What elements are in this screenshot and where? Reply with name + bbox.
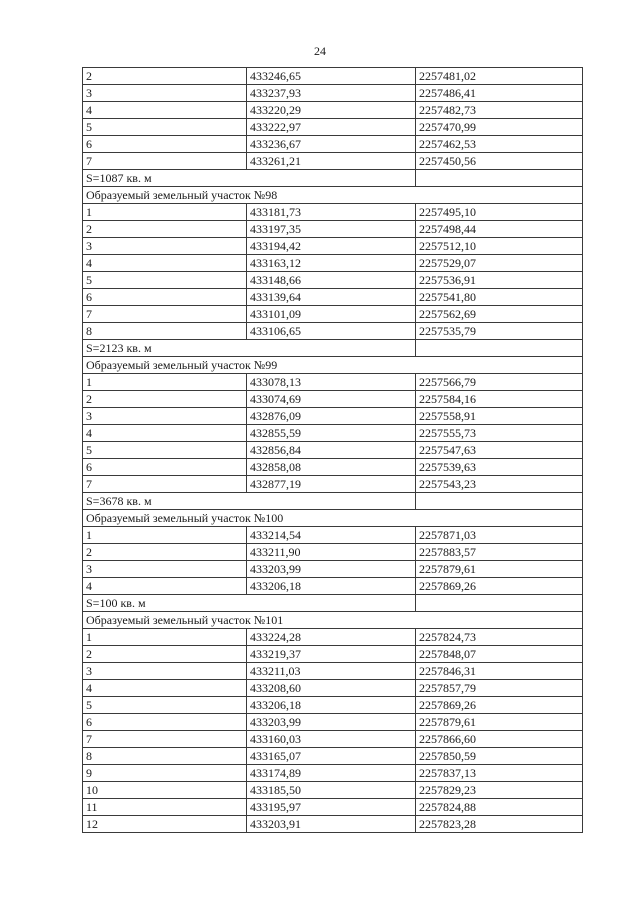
y-coordinate-cell: 2257512,10 bbox=[416, 238, 583, 255]
area-row bbox=[83, 493, 583, 510]
point-number-cell: 1 bbox=[83, 527, 247, 544]
point-number-cell: 2 bbox=[83, 544, 247, 561]
area-row bbox=[83, 170, 583, 187]
point-number-cell: 7 bbox=[83, 731, 247, 748]
x-coordinate-cell: 433261,21 bbox=[247, 153, 416, 170]
x-coordinate-cell: 433203,99 bbox=[247, 714, 416, 731]
parcel-header-cell: Образуемый земельный участок №100 bbox=[83, 510, 583, 527]
point-row bbox=[83, 391, 583, 408]
empty-cell bbox=[416, 493, 583, 510]
x-coordinate-cell: 433236,67 bbox=[247, 136, 416, 153]
x-coordinate-cell: 433160,03 bbox=[247, 731, 416, 748]
y-coordinate-cell: 2257495,10 bbox=[416, 204, 583, 221]
x-coordinate-cell: 433106,65 bbox=[247, 323, 416, 340]
area-cell: S=3678 кв. м bbox=[83, 493, 416, 510]
point-number-cell: 9 bbox=[83, 765, 247, 782]
point-row bbox=[83, 476, 583, 493]
page-number: 24 bbox=[314, 44, 326, 58]
point-number-cell: 10 bbox=[83, 782, 247, 799]
point-row bbox=[83, 680, 583, 697]
y-coordinate-cell: 2257498,44 bbox=[416, 221, 583, 238]
y-coordinate-cell: 2257558,91 bbox=[416, 408, 583, 425]
y-coordinate-cell: 2257529,07 bbox=[416, 255, 583, 272]
x-coordinate-cell: 432877,19 bbox=[247, 476, 416, 493]
point-row bbox=[83, 425, 583, 442]
x-coordinate-cell: 433101,09 bbox=[247, 306, 416, 323]
point-number-cell: 8 bbox=[83, 323, 247, 340]
x-coordinate-cell: 433237,93 bbox=[247, 85, 416, 102]
point-row bbox=[83, 442, 583, 459]
point-row bbox=[83, 663, 583, 680]
point-row bbox=[83, 799, 583, 816]
y-coordinate-cell: 2257866,60 bbox=[416, 731, 583, 748]
y-coordinate-cell: 2257883,57 bbox=[416, 544, 583, 561]
area-row bbox=[83, 340, 583, 357]
area-cell: S=1087 кв. м bbox=[83, 170, 416, 187]
point-number-cell: 2 bbox=[83, 646, 247, 663]
y-coordinate-cell: 2257879,61 bbox=[416, 714, 583, 731]
y-coordinate-cell: 2257482,73 bbox=[416, 102, 583, 119]
point-row bbox=[83, 816, 583, 833]
x-coordinate-cell: 433181,73 bbox=[247, 204, 416, 221]
y-coordinate-cell: 2257823,28 bbox=[416, 816, 583, 833]
x-coordinate-cell: 433224,28 bbox=[247, 629, 416, 646]
y-coordinate-cell: 2257470,99 bbox=[416, 119, 583, 136]
x-coordinate-cell: 433208,60 bbox=[247, 680, 416, 697]
y-coordinate-cell: 2257450,56 bbox=[416, 153, 583, 170]
point-row bbox=[83, 221, 583, 238]
x-coordinate-cell: 433078,13 bbox=[247, 374, 416, 391]
point-number-cell: 1 bbox=[83, 629, 247, 646]
area-row bbox=[83, 595, 583, 612]
x-coordinate-cell: 433197,35 bbox=[247, 221, 416, 238]
x-coordinate-cell: 433185,50 bbox=[247, 782, 416, 799]
parcel-header-cell: Образуемый земельный участок №101 bbox=[83, 612, 583, 629]
point-row bbox=[83, 765, 583, 782]
point-number-cell: 7 bbox=[83, 153, 247, 170]
y-coordinate-cell: 2257555,73 bbox=[416, 425, 583, 442]
parcel-header-row bbox=[83, 510, 583, 527]
point-number-cell: 2 bbox=[83, 221, 247, 238]
y-coordinate-cell: 2257869,26 bbox=[416, 697, 583, 714]
y-coordinate-cell: 2257547,63 bbox=[416, 442, 583, 459]
x-coordinate-cell: 433211,03 bbox=[247, 663, 416, 680]
point-number-cell: 3 bbox=[83, 561, 247, 578]
x-coordinate-cell: 433165,07 bbox=[247, 748, 416, 765]
coordinates-table bbox=[82, 67, 583, 833]
x-coordinate-cell: 433211,90 bbox=[247, 544, 416, 561]
point-row bbox=[83, 102, 583, 119]
point-row bbox=[83, 646, 583, 663]
x-coordinate-cell: 433139,64 bbox=[247, 289, 416, 306]
point-number-cell: 4 bbox=[83, 425, 247, 442]
point-row bbox=[83, 238, 583, 255]
y-coordinate-cell: 2257837,13 bbox=[416, 765, 583, 782]
x-coordinate-cell: 433194,42 bbox=[247, 238, 416, 255]
x-coordinate-cell: 433174,89 bbox=[247, 765, 416, 782]
point-row bbox=[83, 544, 583, 561]
point-number-cell: 2 bbox=[83, 391, 247, 408]
parcel-header-cell: Образуемый земельный участок №99 bbox=[83, 357, 583, 374]
y-coordinate-cell: 2257871,03 bbox=[416, 527, 583, 544]
point-row bbox=[83, 561, 583, 578]
point-row bbox=[83, 782, 583, 799]
y-coordinate-cell: 2257536,91 bbox=[416, 272, 583, 289]
point-row bbox=[83, 255, 583, 272]
point-row bbox=[83, 527, 583, 544]
point-number-cell: 6 bbox=[83, 136, 247, 153]
point-row bbox=[83, 306, 583, 323]
point-number-cell: 1 bbox=[83, 374, 247, 391]
y-coordinate-cell: 2257481,02 bbox=[416, 68, 583, 85]
parcel-header-row bbox=[83, 187, 583, 204]
y-coordinate-cell: 2257462,53 bbox=[416, 136, 583, 153]
point-number-cell: 6 bbox=[83, 714, 247, 731]
y-coordinate-cell: 2257846,31 bbox=[416, 663, 583, 680]
point-row bbox=[83, 748, 583, 765]
y-coordinate-cell: 2257584,16 bbox=[416, 391, 583, 408]
y-coordinate-cell: 2257869,26 bbox=[416, 578, 583, 595]
point-row bbox=[83, 289, 583, 306]
point-row bbox=[83, 714, 583, 731]
y-coordinate-cell: 2257879,61 bbox=[416, 561, 583, 578]
x-coordinate-cell: 433163,12 bbox=[247, 255, 416, 272]
point-number-cell: 7 bbox=[83, 476, 247, 493]
coordinates-table-body bbox=[83, 68, 583, 833]
point-number-cell: 2 bbox=[83, 68, 247, 85]
point-number-cell: 5 bbox=[83, 272, 247, 289]
y-coordinate-cell: 2257566,79 bbox=[416, 374, 583, 391]
point-number-cell: 4 bbox=[83, 255, 247, 272]
x-coordinate-cell: 433222,97 bbox=[247, 119, 416, 136]
x-coordinate-cell: 432855,59 bbox=[247, 425, 416, 442]
empty-cell bbox=[416, 595, 583, 612]
parcel-header-row bbox=[83, 357, 583, 374]
point-row bbox=[83, 272, 583, 289]
x-coordinate-cell: 433203,99 bbox=[247, 561, 416, 578]
x-coordinate-cell: 433203,91 bbox=[247, 816, 416, 833]
y-coordinate-cell: 2257541,80 bbox=[416, 289, 583, 306]
point-number-cell: 7 bbox=[83, 306, 247, 323]
x-coordinate-cell: 433246,65 bbox=[247, 68, 416, 85]
point-number-cell: 5 bbox=[83, 442, 247, 459]
y-coordinate-cell: 2257848,07 bbox=[416, 646, 583, 663]
y-coordinate-cell: 2257543,23 bbox=[416, 476, 583, 493]
point-number-cell: 5 bbox=[83, 119, 247, 136]
point-row bbox=[83, 459, 583, 476]
point-number-cell: 3 bbox=[83, 85, 247, 102]
point-row bbox=[83, 731, 583, 748]
y-coordinate-cell: 2257562,69 bbox=[416, 306, 583, 323]
y-coordinate-cell: 2257535,79 bbox=[416, 323, 583, 340]
x-coordinate-cell: 433219,37 bbox=[247, 646, 416, 663]
y-coordinate-cell: 2257829,23 bbox=[416, 782, 583, 799]
point-number-cell: 4 bbox=[83, 578, 247, 595]
point-row bbox=[83, 629, 583, 646]
point-number-cell: 6 bbox=[83, 459, 247, 476]
x-coordinate-cell: 433206,18 bbox=[247, 578, 416, 595]
point-number-cell: 4 bbox=[83, 680, 247, 697]
point-row bbox=[83, 119, 583, 136]
empty-cell bbox=[416, 170, 583, 187]
point-number-cell: 1 bbox=[83, 204, 247, 221]
y-coordinate-cell: 2257850,59 bbox=[416, 748, 583, 765]
x-coordinate-cell: 433074,69 bbox=[247, 391, 416, 408]
point-number-cell: 8 bbox=[83, 748, 247, 765]
y-coordinate-cell: 2257486,41 bbox=[416, 85, 583, 102]
x-coordinate-cell: 432856,84 bbox=[247, 442, 416, 459]
point-row bbox=[83, 697, 583, 714]
point-row bbox=[83, 578, 583, 595]
y-coordinate-cell: 2257539,63 bbox=[416, 459, 583, 476]
y-coordinate-cell: 2257857,79 bbox=[416, 680, 583, 697]
point-number-cell: 4 bbox=[83, 102, 247, 119]
point-number-cell: 3 bbox=[83, 238, 247, 255]
point-number-cell: 5 bbox=[83, 697, 247, 714]
point-row bbox=[83, 153, 583, 170]
point-row bbox=[83, 408, 583, 425]
x-coordinate-cell: 433148,66 bbox=[247, 272, 416, 289]
y-coordinate-cell: 2257824,88 bbox=[416, 799, 583, 816]
x-coordinate-cell: 433220,29 bbox=[247, 102, 416, 119]
point-row bbox=[83, 374, 583, 391]
point-number-cell: 3 bbox=[83, 408, 247, 425]
parcel-header-row bbox=[83, 612, 583, 629]
point-row bbox=[83, 85, 583, 102]
x-coordinate-cell: 432858,08 bbox=[247, 459, 416, 476]
parcel-header-cell: Образуемый земельный участок №98 bbox=[83, 187, 583, 204]
point-number-cell: 6 bbox=[83, 289, 247, 306]
empty-cell bbox=[416, 340, 583, 357]
x-coordinate-cell: 433214,54 bbox=[247, 527, 416, 544]
x-coordinate-cell: 432876,09 bbox=[247, 408, 416, 425]
x-coordinate-cell: 433195,97 bbox=[247, 799, 416, 816]
point-number-cell: 11 bbox=[83, 799, 247, 816]
x-coordinate-cell: 433206,18 bbox=[247, 697, 416, 714]
y-coordinate-cell: 2257824,73 bbox=[416, 629, 583, 646]
area-cell: S=2123 кв. м bbox=[83, 340, 416, 357]
point-row bbox=[83, 68, 583, 85]
area-cell: S=100 кв. м bbox=[83, 595, 416, 612]
point-number-cell: 12 bbox=[83, 816, 247, 833]
point-number-cell: 3 bbox=[83, 663, 247, 680]
point-row bbox=[83, 204, 583, 221]
point-row bbox=[83, 323, 583, 340]
point-row bbox=[83, 136, 583, 153]
